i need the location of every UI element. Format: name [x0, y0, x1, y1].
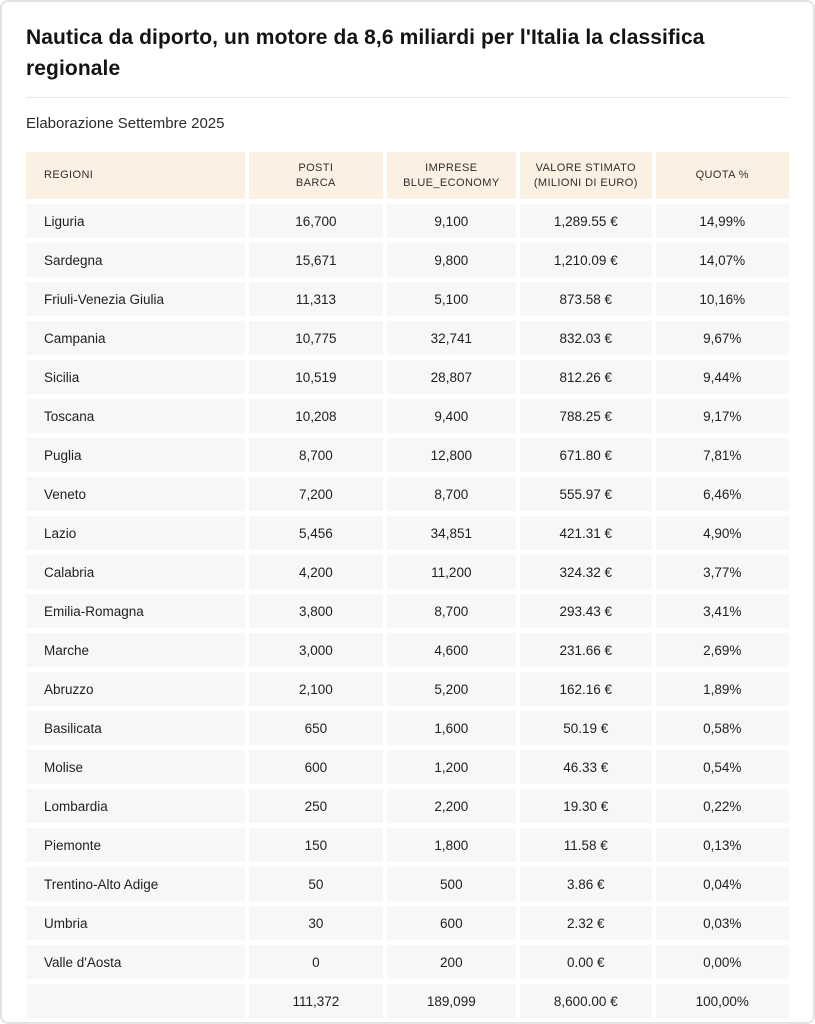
column-header — [26, 152, 245, 199]
region-cell: Toscana — [26, 399, 245, 433]
region-cell: Calabria — [26, 555, 245, 589]
value-cell: 2,200 — [387, 789, 516, 823]
value-cell: 5,100 — [387, 282, 516, 316]
table-row — [26, 633, 789, 667]
value-cell: 150 — [249, 828, 382, 862]
region-cell: Sicilia — [26, 360, 245, 394]
region-cell: Abruzzo — [26, 672, 245, 706]
table-row — [26, 282, 789, 316]
region-cell: Friuli-Venezia Giulia — [26, 282, 245, 316]
region-cell: Trentino-Alto Adige — [26, 867, 245, 901]
page-title: Nautica da diporto, un motore da 8,6 miliardi per l'Italia la classifica regionale — [26, 26, 705, 80]
value-cell: 3,800 — [249, 594, 382, 628]
region-cell: Puglia — [26, 438, 245, 472]
table-row — [26, 360, 789, 394]
value-cell: 50 — [249, 867, 382, 901]
value-cell: 250 — [249, 789, 382, 823]
page-subtitle: Elaborazione Settembre 2025 — [26, 115, 225, 132]
value-cell: 14,07% — [656, 243, 789, 277]
region-cell: Umbria — [26, 906, 245, 940]
value-cell: 16,700 — [249, 204, 382, 238]
value-cell: 11,313 — [249, 282, 382, 316]
region-cell: Molise — [26, 750, 245, 784]
value-cell: 7,81% — [656, 438, 789, 472]
value-cell: 8,700 — [249, 438, 382, 472]
table-row — [26, 789, 789, 823]
table-row — [26, 750, 789, 784]
value-cell: 32,741 — [387, 321, 516, 355]
column-header-line: BARCA — [295, 176, 336, 189]
value-cell: 421.31 € — [520, 516, 651, 550]
column-header-line: POSTI — [298, 161, 334, 174]
column-header-line: QUOTA % — [695, 169, 749, 181]
value-cell: 162.16 € — [520, 672, 651, 706]
region-cell: Emilia-Romagna — [26, 594, 245, 628]
value-cell: 293.43 € — [520, 594, 651, 628]
region-cell: Piemonte — [26, 828, 245, 862]
value-cell: 200 — [387, 945, 516, 979]
region-cell: Lombardia — [26, 789, 245, 823]
value-cell: 8,700 — [387, 477, 516, 511]
column-header-line: BLUE_ECONOMY — [403, 176, 500, 189]
value-cell: 9,17% — [656, 399, 789, 433]
title-divider — [26, 97, 789, 98]
value-cell: 8,700 — [387, 594, 516, 628]
column-header — [520, 152, 651, 199]
value-cell: 0,54% — [656, 750, 789, 784]
data-table — [26, 152, 789, 1018]
value-cell: 832.03 € — [520, 321, 651, 355]
value-cell: 0,58% — [656, 711, 789, 745]
value-cell: 600 — [249, 750, 382, 784]
column-header-line: IMPRESE — [425, 161, 478, 174]
value-cell: 0.00 € — [520, 945, 651, 979]
value-cell: 0,03% — [656, 906, 789, 940]
value-cell: 11,200 — [387, 555, 516, 589]
value-cell: 9,67% — [656, 321, 789, 355]
value-cell: 873.58 € — [520, 282, 651, 316]
value-cell: 9,400 — [387, 399, 516, 433]
value-cell: 10,519 — [249, 360, 382, 394]
column-header — [656, 152, 789, 199]
table-row — [26, 321, 789, 355]
value-cell: 555.97 € — [520, 477, 651, 511]
value-cell: 34,851 — [387, 516, 516, 550]
value-cell: 1,800 — [387, 828, 516, 862]
value-cell: 4,600 — [387, 633, 516, 667]
table-row — [26, 516, 789, 550]
value-cell: 4,200 — [249, 555, 382, 589]
region-cell: Veneto — [26, 477, 245, 511]
value-cell: 671.80 € — [520, 438, 651, 472]
region-cell: Campania — [26, 321, 245, 355]
value-cell: 1,89% — [656, 672, 789, 706]
value-cell: 8,600.00 € — [520, 984, 651, 1018]
value-cell: 600 — [387, 906, 516, 940]
region-cell: Marche — [26, 633, 245, 667]
value-cell: 3,41% — [656, 594, 789, 628]
value-cell: 0,04% — [656, 867, 789, 901]
table-row — [26, 204, 789, 238]
value-cell: 0,13% — [656, 828, 789, 862]
value-cell: 3,77% — [656, 555, 789, 589]
value-cell: 1,289.55 € — [520, 204, 651, 238]
value-cell: 0,00% — [656, 945, 789, 979]
value-cell: 11.58 € — [520, 828, 651, 862]
table-row — [26, 594, 789, 628]
value-cell: 0,22% — [656, 789, 789, 823]
value-cell: 1,600 — [387, 711, 516, 745]
column-header-line: VALORE STIMATO — [535, 161, 636, 174]
column-header — [249, 152, 382, 199]
value-cell: 812.26 € — [520, 360, 651, 394]
table-row — [26, 867, 789, 901]
value-cell: 1,200 — [387, 750, 516, 784]
table-row — [26, 711, 789, 745]
value-cell: 2,69% — [656, 633, 789, 667]
value-cell: 14,99% — [656, 204, 789, 238]
table-row — [26, 477, 789, 511]
region-cell: Basilicata — [26, 711, 245, 745]
table-row — [26, 399, 789, 433]
value-cell: 9,100 — [387, 204, 516, 238]
value-cell: 46.33 € — [520, 750, 651, 784]
value-cell: 12,800 — [387, 438, 516, 472]
value-cell: 231.66 € — [520, 633, 651, 667]
value-cell: 2.32 € — [520, 906, 651, 940]
value-cell: 10,16% — [656, 282, 789, 316]
table-row — [26, 828, 789, 862]
table-row — [26, 438, 789, 472]
table-total-row — [26, 984, 789, 1018]
value-cell: 324.32 € — [520, 555, 651, 589]
value-cell: 9,44% — [656, 360, 789, 394]
value-cell: 2,100 — [249, 672, 382, 706]
region-cell: Valle d'Aosta — [26, 945, 245, 979]
value-cell: 5,200 — [387, 672, 516, 706]
table-row — [26, 672, 789, 706]
value-cell: 100,00% — [656, 984, 789, 1018]
value-cell: 5,456 — [249, 516, 382, 550]
value-cell: 3,000 — [249, 633, 382, 667]
value-cell: 7,200 — [249, 477, 382, 511]
value-cell: 3.86 € — [520, 867, 651, 901]
value-cell: 4,90% — [656, 516, 789, 550]
value-cell: 0 — [249, 945, 382, 979]
value-cell: 788.25 € — [520, 399, 651, 433]
table-row — [26, 945, 789, 979]
value-cell: 15,671 — [249, 243, 382, 277]
region-cell: Sardegna — [26, 243, 245, 277]
value-cell: 500 — [387, 867, 516, 901]
value-cell: 9,800 — [387, 243, 516, 277]
region-cell — [26, 984, 245, 1018]
value-cell: 189,099 — [387, 984, 516, 1018]
value-cell: 10,775 — [249, 321, 382, 355]
column-header — [387, 152, 516, 199]
value-cell: 10,208 — [249, 399, 382, 433]
column-header-line: REGIONI — [44, 169, 94, 181]
region-cell: Liguria — [26, 204, 245, 238]
value-cell: 650 — [249, 711, 382, 745]
region-cell: Lazio — [26, 516, 245, 550]
value-cell: 1,210.09 € — [520, 243, 651, 277]
value-cell: 6,46% — [656, 477, 789, 511]
table-header-row — [26, 152, 789, 199]
table-row — [26, 243, 789, 277]
value-cell: 30 — [249, 906, 382, 940]
column-header-line: (MILIONI DI EURO) — [533, 176, 638, 189]
table-row — [26, 906, 789, 940]
value-cell: 111,372 — [249, 984, 382, 1018]
table-row — [26, 555, 789, 589]
value-cell: 28,807 — [387, 360, 516, 394]
value-cell: 19.30 € — [520, 789, 651, 823]
value-cell: 50.19 € — [520, 711, 651, 745]
